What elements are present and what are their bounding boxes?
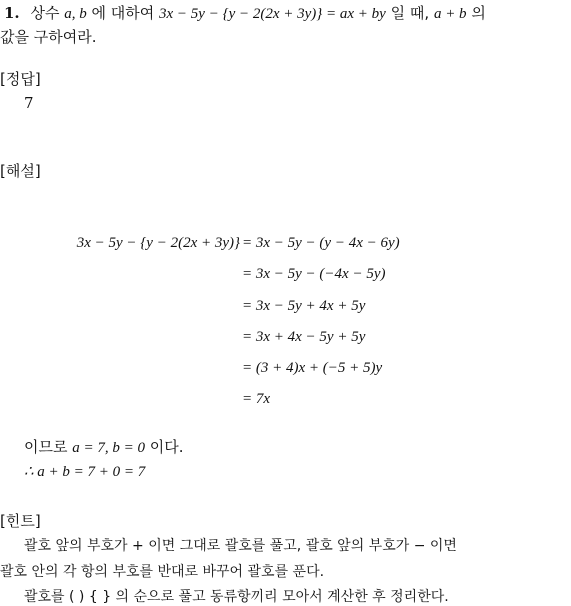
equation-step: = (3 + 4)x + (−5 + 5)y	[242, 360, 383, 376]
problem-line-2: 값을 구하여라.	[0, 28, 97, 46]
equation-lhs: 3x − 5y − {y − 2(2x + 3y)}	[76, 235, 240, 251]
therefore-line: ∴ a + b = 7 + 0 = 7	[24, 464, 146, 480]
problem-math: a + b	[433, 6, 467, 22]
answer-value: 7	[24, 94, 34, 112]
equation-step: = 7x	[242, 391, 271, 407]
problem-text: 의	[471, 4, 486, 22]
problem-line-1	[4, 2, 486, 23]
solution-heading: [해설]	[0, 162, 41, 180]
equation-step: = 3x + 4x − 5y + 5y	[242, 329, 366, 345]
problem-text: 상수	[30, 4, 60, 22]
problem-math: a, b	[64, 6, 87, 22]
hint-line-1: 괄호 앞의 부호가 + 이면 그대로 괄호를 풀고, 괄호 앞의 부호가 − 이면	[24, 538, 457, 554]
problem-number: 1.	[4, 4, 20, 22]
conclusion-text: 이다.	[149, 438, 184, 456]
conclusion-math: a = 7, b = 0	[72, 440, 146, 456]
answer-heading: [정답]	[0, 70, 41, 88]
problem-text: 에 대하여	[91, 4, 155, 22]
equation-step: = 3x − 5y − (−4x − 5y)	[242, 266, 386, 282]
equation-step: = 3x − 5y − (y − 4x − 6y)	[242, 235, 400, 251]
solution-conclusion	[24, 436, 184, 457]
problem-equation: 3x − 5y − {y − 2(2x + 3y)} = ax + by	[159, 6, 386, 22]
problem-text: 일 때,	[390, 4, 430, 22]
hint-heading: [힌트]	[0, 512, 41, 530]
hint-line-3: 괄호를 ( ) { } 의 순으로 풀고 동류항끼리 모아서 계산한 후 정리한다.	[24, 589, 449, 605]
conclusion-text: 이므로	[24, 438, 68, 456]
hint-line-2: 괄호 안의 각 항의 부호를 반대로 바꾸어 괄호를 푼다.	[0, 564, 325, 580]
equation-step: = 3x − 5y + 4x + 5y	[242, 298, 366, 314]
